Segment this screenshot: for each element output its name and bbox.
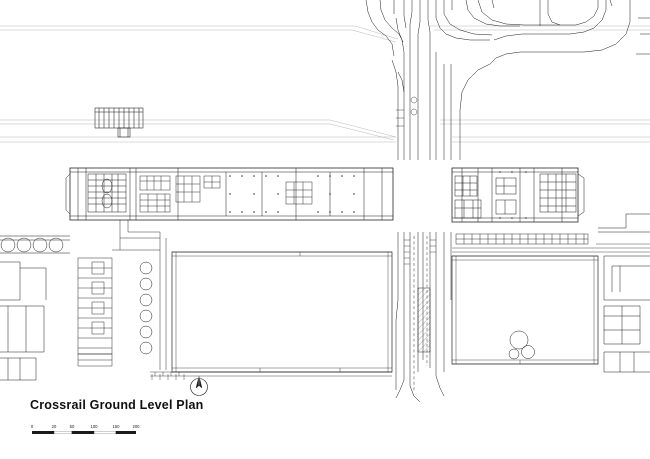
west-end-cap	[66, 174, 126, 214]
scale-tick-label: 50	[69, 424, 75, 429]
scale-tick-label: 150	[112, 424, 120, 429]
tree-row-west	[140, 262, 152, 354]
scale-tick-label: 0	[30, 424, 34, 429]
crossing-hatched-zone	[418, 288, 430, 352]
scale-segment	[54, 431, 72, 434]
title-block	[30, 398, 330, 412]
north-arrow	[186, 372, 212, 398]
southeast-circular-features	[509, 331, 535, 359]
east-kerb-lines	[452, 244, 650, 252]
southeast-building-footprint	[452, 256, 598, 364]
page-title: Crossrail Ground Level Plan	[30, 398, 204, 412]
scale-segment	[94, 431, 116, 434]
east-edge-context	[598, 214, 650, 372]
southwest-building-footprint	[172, 252, 392, 372]
plaza-steps	[78, 258, 112, 366]
west-link-structures	[112, 220, 166, 370]
scale-bar-graphic	[32, 431, 136, 434]
east-station-internal	[452, 168, 584, 222]
southwest-building-internal	[172, 252, 392, 372]
scale-tick-label: 200	[132, 424, 140, 429]
scale-segment	[32, 431, 54, 434]
north-road-geometry	[366, 0, 650, 64]
scale-tick-label: 100	[90, 424, 98, 429]
north-annex-building	[95, 108, 143, 137]
east-canopy-strip	[456, 234, 588, 244]
scale-bar	[32, 424, 152, 440]
southeast-building-internal	[452, 256, 598, 364]
concourse-column-grid	[229, 175, 355, 213]
west-boundary-blocks	[0, 236, 70, 380]
scale-segment	[72, 431, 94, 434]
site-context-lines	[0, 26, 650, 142]
scale-tick-label: 20	[51, 424, 57, 429]
scale-segment	[116, 431, 136, 434]
east-block-column-grid	[499, 171, 527, 219]
